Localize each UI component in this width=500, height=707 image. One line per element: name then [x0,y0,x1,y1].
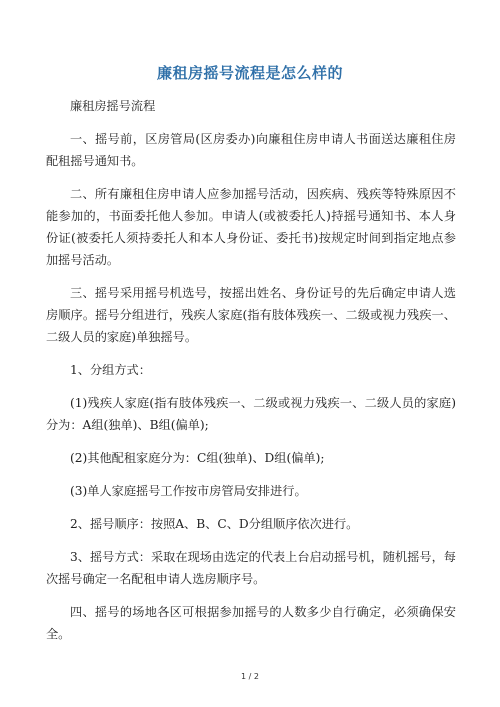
paragraph-step-3: 三、摇号采用摇号机选号，按摇出姓名、身份证号的先后确定申请人选房顺序。摇号分组进行，残疾人家庭(指有肢体残疾一、二级或视力残疾一、二级人员的家庭)单独摇号。 [46,286,456,344]
paragraph-step-4: 四、摇号的场地各区可根据参加摇号的人数多少自行确定，必须确保安全。 [46,605,456,641]
paragraph-subtitle: 廉租房摇号流程 [70,99,156,113]
paragraph-group-1: (1)残疾人家庭(指有肢体残疾一、二级或视力残疾一、二级人员的家庭)分为：A组(独单)、B组(偏单); [46,396,456,432]
paragraph-step-1: 一、摇号前，区房管局(区房委办)向廉租住房申请人书面送达廉租住房配租摇号通知书。 [46,132,456,168]
page-number: 1 / 2 [241,672,259,681]
paragraph-grouping-heading: 1、分组方式： [70,363,151,377]
paragraph-order: 2、摇号顺序：按照A、B、C、D分组顺序依次进行。 [70,517,359,531]
document-body [46,95,456,656]
paragraph-method: 3、摇号方式：采取在现场由选定的代表上台启动摇号机，随机摇号，每次摇号确定一名配租申请人选房顺序号。 [46,550,456,586]
paragraph-group-2: (2)其他配租家庭分为：C组(独单)、D组(偏单); [70,451,325,465]
paragraph-group-3: (3)单人家庭摇号工作按市房管局安排进行。 [70,484,307,498]
document-title: 廉租房摇号流程是怎么样的 [156,64,343,82]
paragraph-step-2: 二、所有廉租住房申请人应参加摇号活动，因疾病、残疾等特殊原因不能参加的，书面委托他人参加。申请人(或被委托人)持摇号通知书、本人身份证(被委托人须持委托人和本人身份证、委托书)按规定时间到指定地点参加摇号活动。 [46,187,456,267]
